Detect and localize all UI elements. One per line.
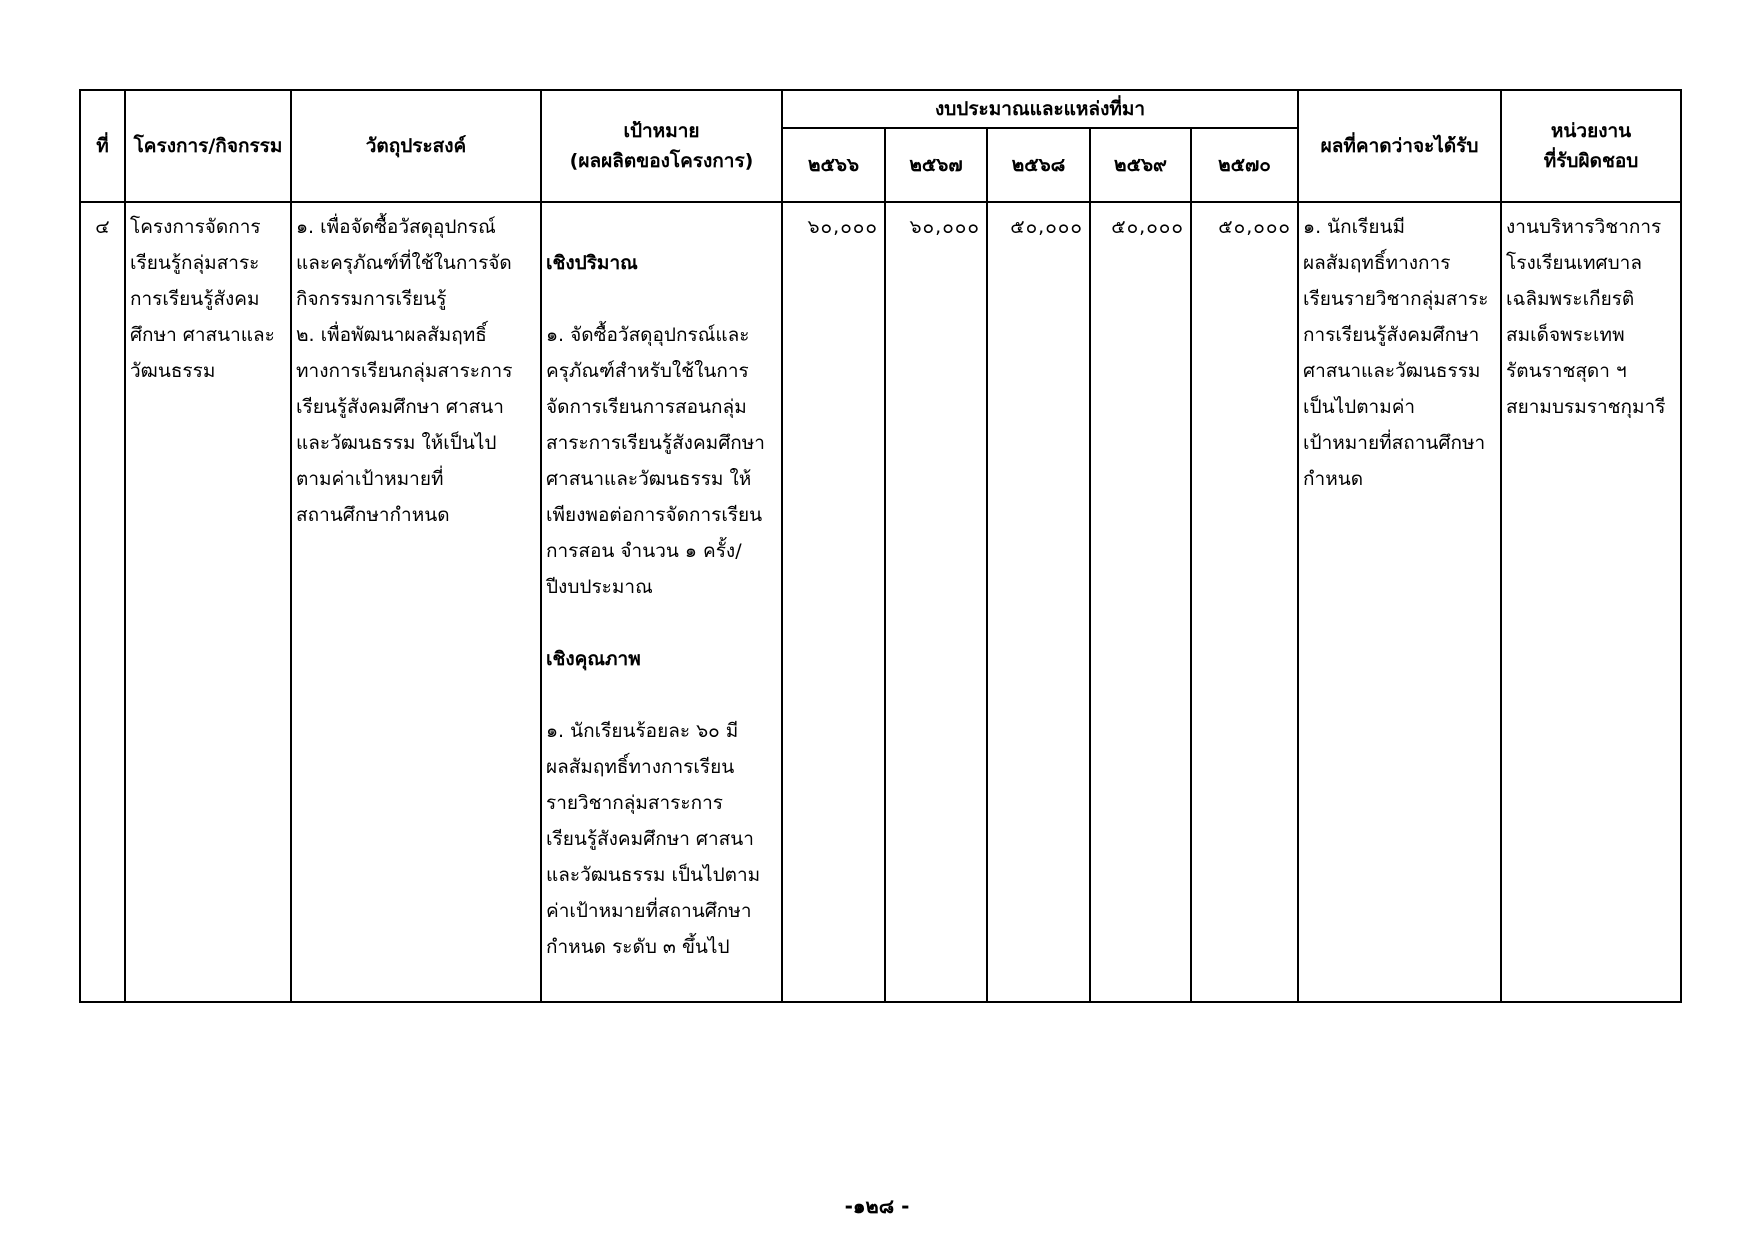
row-budget-cell [1090, 202, 1191, 1002]
row-responsible: งานบริหารวิชาการ โรงเรียนเทศบาล เฉลิมพระเกียรติ สมเด็จพระเทพ รัตนราชสุดา ฯ สยามบรมราชกุมารี [1506, 216, 1666, 418]
row-objective-cell [291, 202, 541, 1002]
header-year: ๒๕๖๙ [1090, 128, 1191, 202]
row-project-cell [125, 202, 291, 1002]
header-responsible-line1: หน่วยงาน [1550, 120, 1632, 142]
row-budget: ๕๐,๐๐๐ [1010, 216, 1083, 238]
header-year: ๒๕๖๖ [782, 128, 885, 202]
row-budget: ๖๐,๐๐๐ [909, 216, 980, 238]
table-row [80, 202, 1681, 1002]
row-responsible-cell [1501, 202, 1681, 1002]
row-budget: ๕๐,๐๐๐ [1111, 216, 1184, 238]
header-responsible-line2: ที่รับผิดชอบ [1543, 150, 1639, 172]
row-budget: ๕๐,๐๐๐ [1218, 216, 1292, 238]
row-budget-cell [885, 202, 987, 1002]
header-target-line1: เป้าหมาย [623, 120, 700, 142]
header-target-line2: (ผลผลิตของโครงการ) [569, 150, 754, 172]
row-no: ๔ [95, 216, 110, 238]
header-year: ๒๕๗๐ [1191, 128, 1298, 202]
header-budget-group: งบประมาณและแหล่งที่มา [782, 90, 1298, 128]
row-budget: ๖๐,๐๐๐ [807, 216, 878, 238]
project-plan-table [79, 89, 1682, 1003]
header-expected-result: ผลที่คาดว่าจะได้รับ [1298, 90, 1501, 202]
row-budget-cell [1191, 202, 1298, 1002]
target-quality: ๑. นักเรียนร้อยละ ๖๐ มี ผลสัมฤทธิ์ทางการเรียน รายวิชากลุ่มสาระการ เรียนรู้สังคมศึกษา ศาสนา และวัฒนธรรม เป็นไปตาม ค่าเป้าหมายที่สถานศึกษา กำหนด ระดับ ๓ ขึ้นไป [546, 720, 761, 958]
header-year: ๒๕๖๘ [987, 128, 1090, 202]
page-number: -๑๒๘ - [844, 1194, 910, 1218]
row-objective: ๑. เพื่อจัดซื้อวัสดุอุปกรณ์ และครุภัณฑ์ที่ใช้ในการจัด กิจกรรมการเรียนรู้ ๒. เพื่อพัฒนาผลสัมฤทธิ์ ทางการเรียนกลุ่มสาระการ เรียนรู้สังคมศึกษา ศาสนา และวัฒนธรรม ให้เป็นไป ตามค่าเป้าหมายที่ สถานศึกษากำหนด [296, 216, 513, 526]
header-project: โครงการ/กิจกรรม [125, 90, 291, 202]
target-quantity: ๑. จัดซื้อวัสดุอุปกรณ์และ ครุภัณฑ์สำหรับใช้ในการ จัดการเรียนการสอนกลุ่ม สาระการเรียนรู้สังคมศึกษา ศาสนาและวัฒนธรรม ให้ เพียงพอต่อการจัดการเรียน การสอน จำนวน ๑ ครั้ง/ ปีงบประมาณ [546, 324, 765, 598]
row-no-cell [80, 202, 125, 1002]
row-expected-result: ๑. นักเรียนมี ผลสัมฤทธิ์ทางการ เรียนรายวิชากลุ่มสาระ การเรียนรู้สังคมศึกษา ศาสนาและวัฒนธรรม เป็นไปตามค่า เป้าหมายที่สถานศึกษา กำหนด [1303, 216, 1489, 490]
target-quality-heading: เชิงคุณภาพ [546, 648, 641, 670]
header-no: ที่ [80, 90, 125, 202]
header-objective: วัตถุประสงค์ [291, 90, 541, 202]
header-year: ๒๕๖๗ [885, 128, 987, 202]
row-budget-cell [782, 202, 885, 1002]
target-quantity-heading: เชิงปริมาณ [546, 252, 638, 274]
row-target-cell [541, 202, 782, 1002]
header-responsible [1501, 90, 1681, 202]
header-target [541, 90, 782, 202]
row-budget-cell [987, 202, 1090, 1002]
row-project: โครงการจัดการ เรียนรู้กลุ่มสาระ การเรียนรู้สังคม ศึกษา ศาสนาและ วัฒนธรรม [130, 216, 275, 382]
row-expected-result-cell [1298, 202, 1501, 1002]
